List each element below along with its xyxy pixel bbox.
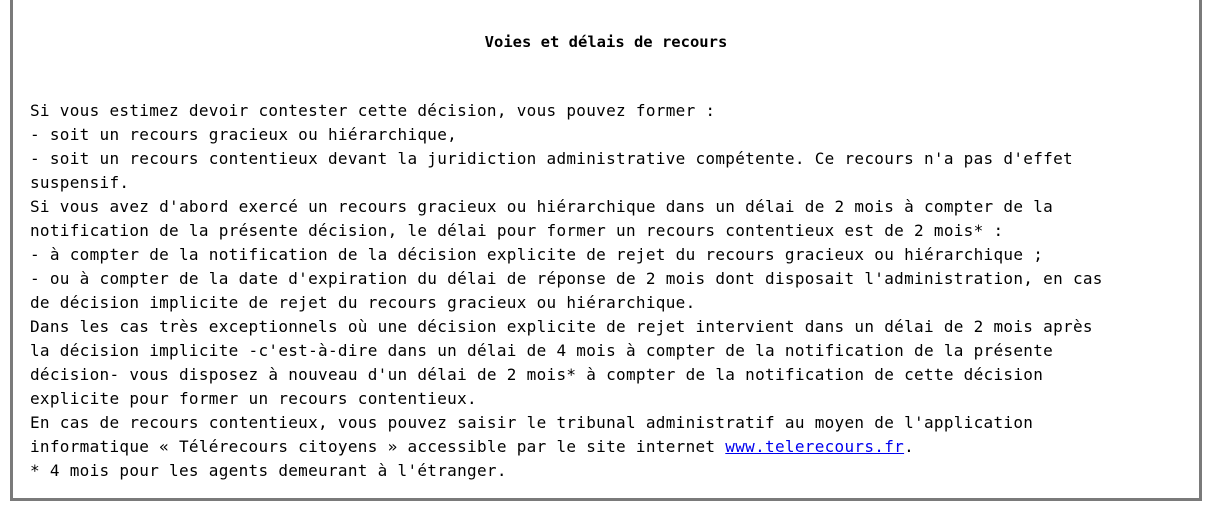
text-line: - soit un recours contentieux devant la juridiction administrative compétente. Ce recours n'a pas d'effet xyxy=(30,149,1073,168)
text-line-with-link xyxy=(30,435,1190,459)
text-line: de décision implicite de rejet du recours gracieux ou hiérarchique. xyxy=(30,293,696,312)
text-line: Dans les cas très exceptionnels où une décision explicite de rejet intervient dans un délai de 2 mois après xyxy=(30,317,1093,336)
text-line: - ou à compter de la date d'expiration du délai de réponse de 2 mois dont disposait l'administration, en cas xyxy=(30,269,1103,288)
footnote: * 4 mois pour les agents demeurant à l'étranger. xyxy=(30,461,507,480)
text-line: - soit un recours gracieux ou hiérarchique, xyxy=(30,125,458,144)
text-line: notification de la présente décision, le délai pour former un recours contentieux est de 2 mois* : xyxy=(30,221,1004,240)
text-line: Si vous avez d'abord exercé un recours gracieux ou hiérarchique dans un délai de 2 mois à compter de la xyxy=(30,197,1054,216)
telerecours-link[interactable]: www.telerecours.fr xyxy=(725,437,905,456)
text-line: suspensif. xyxy=(30,173,130,192)
link-line-suffix: . xyxy=(904,437,915,456)
recourse-notice-box xyxy=(10,0,1202,501)
text-line: explicite pour former un recours contentieux. xyxy=(30,389,477,408)
section-title: Voies et délais de recours xyxy=(484,33,728,51)
notice-body xyxy=(30,99,1190,483)
text-line: décision- vous disposez à nouveau d'un délai de 2 mois* à compter de la notification de cette décision xyxy=(30,365,1044,384)
text-line: En cas de recours contentieux, vous pouvez saisir le tribunal administratif au moyen de l'application xyxy=(30,413,1034,432)
link-line-prefix: informatique « Télérecours citoyens » accessible par le site internet xyxy=(30,437,726,456)
text-line: - à compter de la notification de la décision explicite de rejet du recours gracieux ou hiérarchique ; xyxy=(30,245,1044,264)
text-line: la décision implicite -c'est-à-dire dans un délai de 4 mois à compter de la notification de la présente xyxy=(30,341,1054,360)
text-line: Si vous estimez devoir contester cette décision, vous pouvez former : xyxy=(30,101,716,120)
